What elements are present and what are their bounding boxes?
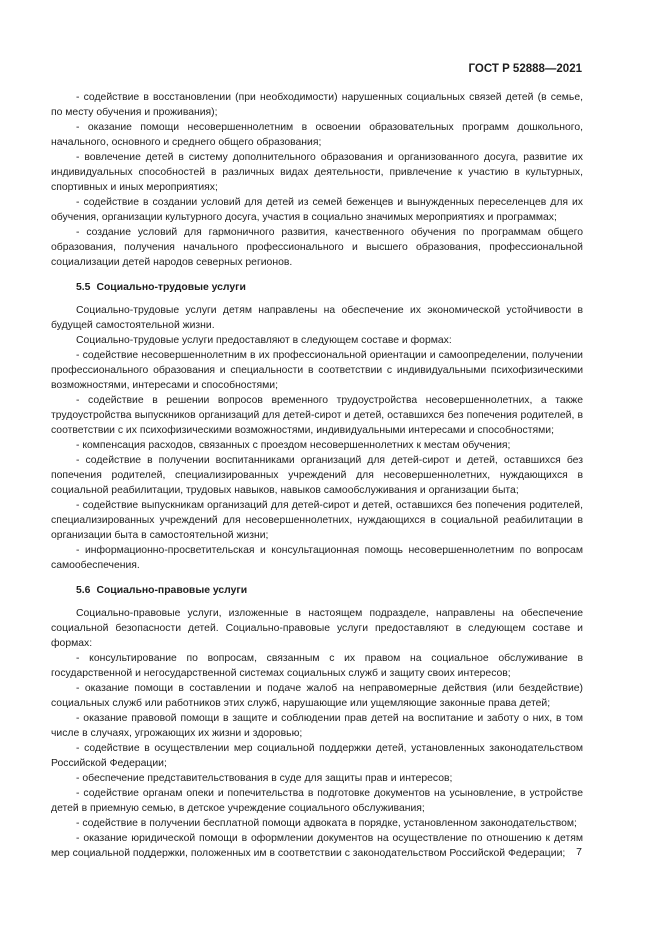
list-item: - оказание помощи в составлении и подаче жалоб на неправомерные действия (или бездействие) социальных служб или работников этих служб, нарушающие или ущемляющие законные права детей;	[51, 683, 583, 709]
section-5-6-content	[51, 606, 583, 861]
section-heading-5-6	[76, 583, 583, 598]
list-item: - обеспечение представительствования в суде для защиты прав и интересов;	[76, 773, 453, 784]
continued-list	[51, 90, 583, 270]
document-code-header: ГОСТ Р 52888—2021	[468, 63, 582, 75]
list-item: - оказание помощи несовершеннолетним в освоении образовательных программ дошкольного, начального, основного и среднего общего образования;	[51, 122, 583, 148]
list-item: - оказание правовой помощи в защите и соблюдении прав детей на воспитание и заботу о них, в том числе в случаях, угрожающих их жизни и здоровью;	[51, 713, 583, 739]
list-item: - содействие в решении вопросов временного трудоустройства несовершеннолетних, а также трудоустройства выпускников организаций для детей-сирот и детей, оставшихся без попечения родителей, в соответствии с их психофизическими возможностями, индивидуальными интересами и способностями;	[51, 395, 583, 436]
list-item: - содействие в получении воспитанниками организаций для детей-сирот и детей, оставшихся без попечения родителей, специализированных учреждений для несовершеннолетних, нуждающихся в социальной реабилитации, трудовых навыков, навыков самообслуживания и организации быта;	[51, 455, 583, 496]
list-item: - содействие органам опеки и попечительства в подготовке документов на усыновление, в устройстве детей в приемную семью, в детское учреждение социального обслуживания;	[51, 788, 583, 814]
page-number: 7	[576, 846, 582, 858]
list-item: - содействие выпускникам организаций для детей-сирот и детей, оставшихся без попечения родителей, специализированных учреждений для несовершеннолетних, нуждающихся в социальной реабилитации в организации быта в самостоятельной жизни;	[51, 500, 583, 541]
section-title: Социально-правовые услуги	[96, 585, 248, 596]
section-5-5-content	[51, 303, 583, 573]
section-number: 5.5	[76, 282, 91, 293]
list-item: - содействие в осуществлении мер социальной поддержки детей, установленных законодательством Российской Федерации;	[51, 743, 583, 769]
list-item: - оказание юридической помощи в оформлении документов на осуществление по отношению к детям мер социальной поддержки, положенных им в соответствии с законодательством Российской Федерации;	[51, 833, 583, 859]
paragraph: Социально-правовые услуги, изложенные в настоящем подразделе, направлены на обеспечение социальной безопасности детей. Социально-правовые услуги предоставляют в следующем составе и формах:	[51, 608, 583, 649]
list-item: - вовлечение детей в систему дополнительного образования и организованного досуга, развитие их индивидуальных способностей в различных видах деятельности, привлечение к участию в культурных, спортивных и иных мероприятиях;	[51, 152, 583, 193]
list-item: - создание условий для гармоничного развития, качественного обучения по программам общего образования, получения начального профессионального и высшего образования, профессиональной социализации детей народов северных регионов.	[51, 227, 583, 268]
paragraph: Социально-трудовые услуги предоставляют в следующем составе и формах:	[76, 335, 452, 346]
section-title: Социально-трудовые услуги	[96, 282, 246, 293]
section-heading-5-5	[76, 280, 583, 295]
list-item: - содействие несовершеннолетним в их профессиональной ориентации и самоопределении, получении профессионального образования и специальности в соответствии с индивидуальными психофизическими возможностями, интересами и способностями;	[51, 350, 583, 391]
page-body	[51, 90, 583, 861]
paragraph: Социально-трудовые услуги детям направлены на обеспечение их экономической устойчивости в будущей самостоятельной жизни.	[51, 305, 583, 331]
list-item: - содействие в создании условий для детей из семей беженцев и вынужденных переселенцев для их обучения, организации культурного досуга, участия в социально значимых мероприятиях и программах;	[51, 197, 583, 223]
section-number: 5.6	[76, 585, 91, 596]
list-item: - консультирование по вопросам, связанным с их правом на социальное обслуживание в государственной и негосударственной системах социальных служб и защиту своих интересов;	[51, 653, 583, 679]
list-item: - компенсация расходов, связанных с проездом несовершеннолетних к местам обучения;	[76, 440, 511, 451]
list-item: - информационно-просветительская и консультационная помощь несовершеннолетним по вопросам самообеспечения.	[51, 545, 583, 571]
list-item: - содействие в получении бесплатной помощи адвоката в порядке, установленном законодательством;	[76, 818, 577, 829]
list-item: - содействие в восстановлении (при необходимости) нарушенных социальных связей детей (в семье, по месту обучения и проживания);	[51, 92, 583, 118]
